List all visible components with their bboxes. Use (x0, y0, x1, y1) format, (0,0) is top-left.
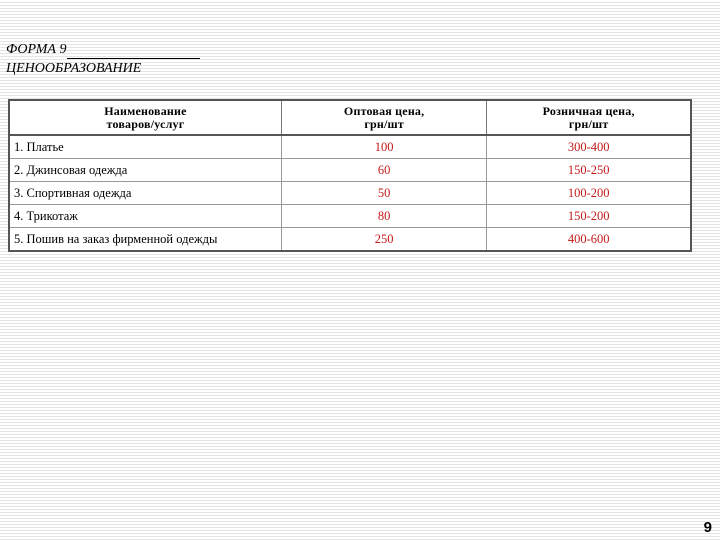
column-header-line: грн/шт (364, 116, 404, 131)
column-header-line: Оптовая цена, (343, 103, 425, 118)
column-header-name (9, 100, 281, 135)
form-underline (67, 44, 200, 59)
table-row (9, 159, 691, 182)
table-header-row (9, 100, 691, 135)
form-label-line (6, 40, 200, 59)
column-header-retail (487, 100, 691, 135)
page-title: ЦЕНООБРАЗОВАНИЕ (6, 61, 142, 76)
price-table (8, 99, 692, 252)
table-row (9, 182, 691, 205)
cell-retail-price: 150-200 (487, 205, 691, 228)
column-header-line: Розничная цена, (542, 103, 635, 118)
slide-header (6, 40, 200, 78)
cell-product-name: 2. Джинсовая одежда (9, 159, 281, 182)
column-header-wholesale (281, 100, 486, 135)
page-number: 9 (703, 519, 712, 536)
cell-retail-price: 100-200 (487, 182, 691, 205)
form-label: ФОРМА 9 (6, 42, 67, 57)
cell-wholesale-price: 60 (281, 159, 486, 182)
cell-product-name: 1. Платье (9, 135, 281, 159)
cell-product-name: 3. Спортивная одежда (9, 182, 281, 205)
cell-wholesale-price: 250 (281, 228, 486, 252)
column-header-line: товаров/услуг (106, 116, 185, 131)
column-header-line: грн/шт (568, 116, 609, 131)
table-row (9, 205, 691, 228)
cell-wholesale-price: 50 (281, 182, 486, 205)
cell-retail-price: 300-400 (487, 135, 691, 159)
cell-wholesale-price: 80 (281, 205, 486, 228)
table-row (9, 228, 691, 252)
cell-product-name: 5. Пошив на заказ фирменной одежды (9, 228, 281, 252)
column-header-line: Наименование (104, 103, 187, 118)
cell-wholesale-price: 100 (281, 135, 486, 159)
cell-retail-price: 150-250 (487, 159, 691, 182)
cell-product-name: 4. Трикотаж (9, 205, 281, 228)
cell-retail-price: 400-600 (487, 228, 691, 252)
table-row (9, 135, 691, 159)
